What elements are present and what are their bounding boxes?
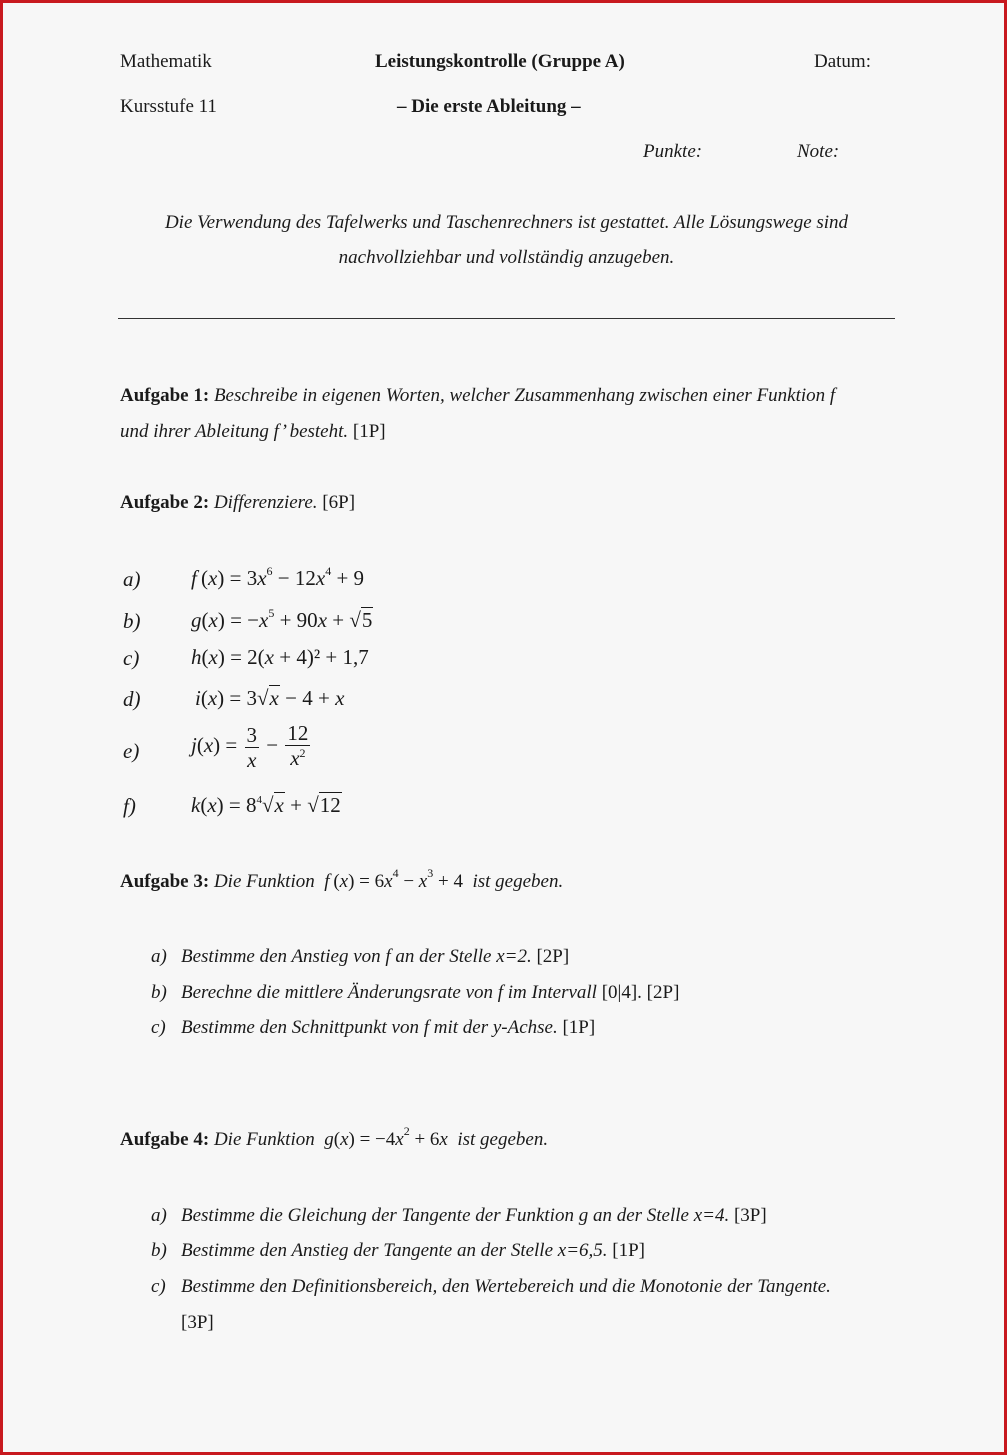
- task4-heading-line: [120, 1124, 549, 1151]
- formula-c: h(x) = 2(x + 4)² + 1,7: [191, 645, 369, 669]
- task1-line-1: [120, 385, 835, 407]
- formula-d: i(x) = 3√x − 4 + x: [195, 686, 345, 710]
- task4-item-c: c) Bestimme den Definitionsbereich, den Wertebereich und die Monotonie der Tangente.: [151, 1276, 831, 1297]
- task2-heading-line: [120, 492, 355, 514]
- task3-intro: Die Funktion: [213, 871, 315, 892]
- instructions-line-2: nachvollziehbar und vollständig anzugeben.: [338, 247, 675, 268]
- grade-label: Note:: [797, 141, 840, 162]
- formula-a: f $(x) = 3x^6 - 12x^4 + 9$: [191, 564, 365, 590]
- task4-intro: Die Funktion: [213, 1129, 315, 1150]
- task3-function: f $(x) = 6x^4 - x^3 + 4$: [324, 866, 468, 892]
- task2-label-f: f): [123, 794, 136, 818]
- task4-heading: Aufgabe 4:: [120, 1129, 210, 1150]
- task2-text: Differenziere.: [213, 492, 318, 513]
- formula-f: $k(x) = 8^4√x + √12$: [191, 793, 341, 817]
- points-label: Punkte:: [643, 141, 703, 162]
- divider: [118, 318, 895, 319]
- date-label: Datum:: [814, 51, 871, 72]
- task4-function: $g(x) = -4x^2 + 6x$: [324, 1124, 448, 1150]
- subject: Mathematik: [120, 51, 212, 72]
- task1-heading: Aufgabe 1:: [120, 385, 210, 406]
- instructions-line-1: Die Verwendung des Tafelwerks und Taschenrechners ist gestattet. Alle Lösungswege sind: [164, 212, 849, 233]
- task4-item-c-points-line: [3P]: [181, 1312, 214, 1333]
- task1-points: [1P]: [352, 421, 386, 442]
- task4-outro: ist gegeben.: [457, 1129, 549, 1150]
- task2-label-b: b): [123, 609, 141, 633]
- task2-points: [6P]: [322, 492, 356, 513]
- task2-heading: Aufgabe 2:: [120, 492, 210, 513]
- formula-b: $g(x) = -x^5 + 90x + √5$: [191, 606, 373, 632]
- task1-line-2: [120, 421, 386, 443]
- task1-text-2: und ihrer Ableitung f’ besteht.: [120, 421, 349, 442]
- task3-item-a: a) Bestimme den Anstieg von f an der Stelle x=2. [2P]: [151, 946, 570, 967]
- task3-outro: ist gegeben.: [472, 871, 564, 892]
- formula-e: j(x) = $\frac{3}{x}$ − $\frac{12}{x^2}$: [191, 721, 309, 772]
- task4-item-a: a) Bestimme die Gleichung der Tangente der Funktion g an der Stelle x=4. [3P]: [151, 1205, 767, 1226]
- exam-title: Leistungskontrolle (Gruppe A): [375, 51, 625, 72]
- task2-label-a: a): [123, 567, 141, 591]
- task3-heading: Aufgabe 3:: [120, 871, 210, 892]
- task2-label-c: c): [123, 646, 140, 670]
- task2-label-e: e): [123, 739, 140, 763]
- topic: – Die erste Ableitung –: [397, 96, 581, 117]
- task2-label-d: d): [123, 687, 141, 711]
- task4-item-b: b) Bestimme den Anstieg der Tangente an der Stelle x=6,5. [1P]: [151, 1240, 646, 1261]
- task3-item-c: c) Bestimme den Schnittpunkt von f mit der y-Achse. [1P]: [151, 1017, 596, 1038]
- course: Kursstufe 11: [120, 96, 217, 117]
- task1-text-1: Beschreibe in eigenen Worten, welcher Zusammenhang zwischen einer Funktion f: [213, 385, 836, 406]
- task3-heading-line: [120, 866, 564, 893]
- task3-item-b: b) Berechne die mittlere Änderungsrate von f im Intervall [0|4]. [2P]: [151, 982, 680, 1003]
